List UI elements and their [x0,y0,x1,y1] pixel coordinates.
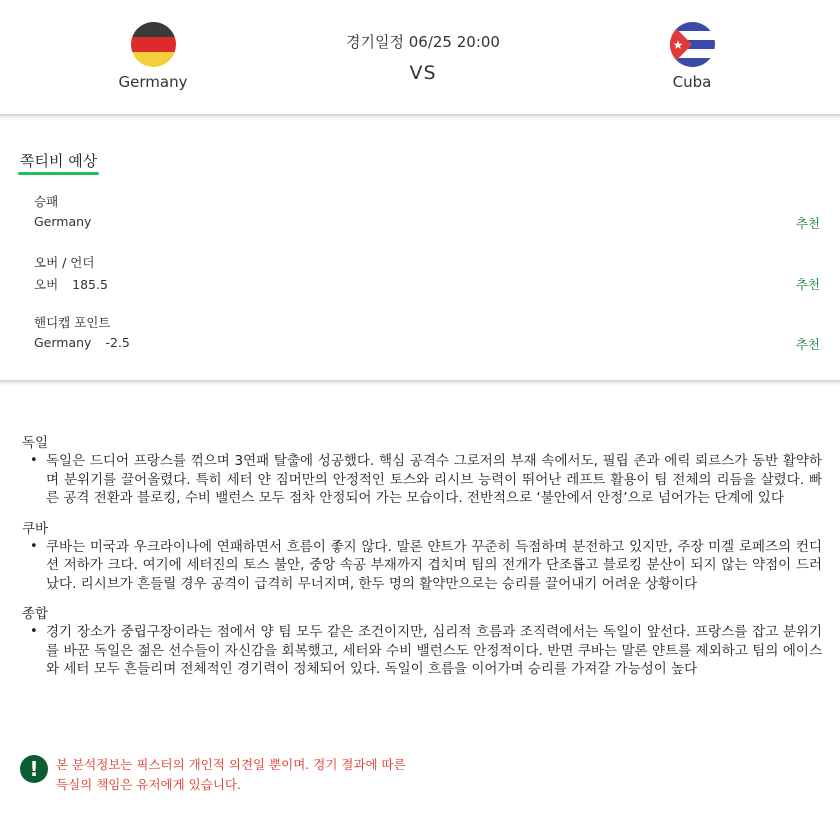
prediction-value [34,335,820,350]
match-info [300,31,546,84]
analysis-list [22,452,822,508]
prediction-section [0,120,840,380]
schedule-label: 경기일정 [346,33,404,51]
vs-label: VS [409,62,437,84]
analysis-summary [22,605,822,679]
prediction-pick: Germany [34,214,92,229]
analysis-list [22,623,822,679]
home-team [93,22,213,91]
schedule-datetime: 06/25 20:00 [408,33,500,51]
away-team-name: Cuba [672,73,712,91]
prediction-value [34,275,820,293]
prediction-item-over-under [34,253,820,293]
prediction-title: 쪽티비 예상 [20,152,98,170]
away-team [632,22,752,91]
germany-flag-icon [131,22,176,67]
prediction-item-win-loss [34,192,820,229]
analysis-text: • 쿠바는 미국과 우크라이나에 연패하면서 흐름이 좋지 않다. 말론 얀트가 꾸준히 득점하며 분전하고 있지만, 주장 미겔 로페즈의 컨디션 저하가 크다. 여기에 세터진의 토스 불안, 중앙 속공 부재까지 겹치며 팀의 전개가 단조롭고 블로킹 분산이 되지 않는 약점이 드러났다. 리시브가 흔들릴 경우 공격이 급격히 무너지며, 한두 명의 활약만으로는 승리를 끌어내기 어려운 상황이다 [22,538,822,594]
analysis-heading: 독일 [22,435,49,451]
prediction-line: 185.5 [72,277,108,292]
prediction-title-underline [18,172,99,175]
analysis-list [22,538,822,594]
recommend-badge: 추천 [795,337,820,352]
analysis-heading: 종합 [22,606,49,622]
prediction-pick: 오버 [34,277,59,292]
recommend-badge: 추천 [795,277,820,292]
section-divider [0,380,840,386]
prediction-label: 핸디캡 포인트 [34,315,111,330]
analysis-section [22,434,822,691]
analysis-text: • 경기 장소가 중립구장이라는 점에서 양 팀 모두 같은 조건이지만, 심리적 흐름과 조직력에서는 독일이 앞선다. 프랑스를 잡고 분위기를 바꾼 독일은 젊은 선수들이 자신감을 회복했고, 세터와 수비 밸런스도 안정적이다. 반면 쿠바는 말론 얀트를 제외하고 팀의 에이스와 세터 모두 흔들리며 전체적인 경기력이 정체되어 있다. 독일이 흐름을 이어가며 승리를 가져갈 가능성이 높다 [22,623,822,679]
match-header [0,0,840,114]
prediction-line: -2.5 [105,335,130,350]
disclaimer-text [56,755,446,795]
disclaimer-line-2: 득실의 책임은 유저에게 있습니다. [56,777,241,792]
disclaimer-line-1: 본 분석정보는 픽스터의 개인적 의견일 뿐이며. 경기 결과에 따른 [56,757,406,772]
prediction-item-handicap [34,313,820,350]
exclamation-icon: ! [20,755,48,783]
analysis-text: • 독일은 드디어 프랑스를 꺾으며 3연패 탈출에 성공했다. 핵심 공격수 그로저의 부재 속에서도, 필립 존과 에릭 뢰르스가 동반 활약하며 분위기를 끌어올렸다. 특히 세터 얀 짐머만의 안정적인 토스와 리시브 능력이 뛰어난 레프트 활용이 팀 전체의 리듬을 살렸다. 빠른 공격 전환과 블로킹, 수비 밸런스 모두 점차 안정되어 가는 모습이다. 전반적으로 ‘불안에서 안정’으로 넘어가는 단계에 있다 [22,452,822,508]
recommend-badge: 추천 [795,216,820,231]
cuba-flag-icon [670,22,715,67]
analysis-germany [22,434,822,508]
match-schedule [346,31,500,52]
analysis-heading: 쿠바 [22,520,49,537]
analysis-cuba [22,520,822,594]
prediction-pick: Germany [34,335,92,350]
prediction-value [34,214,820,229]
home-team-name: Germany [118,73,188,91]
prediction-label: 오버 / 언더 [34,255,95,270]
prediction-label: 승패 [34,194,59,209]
